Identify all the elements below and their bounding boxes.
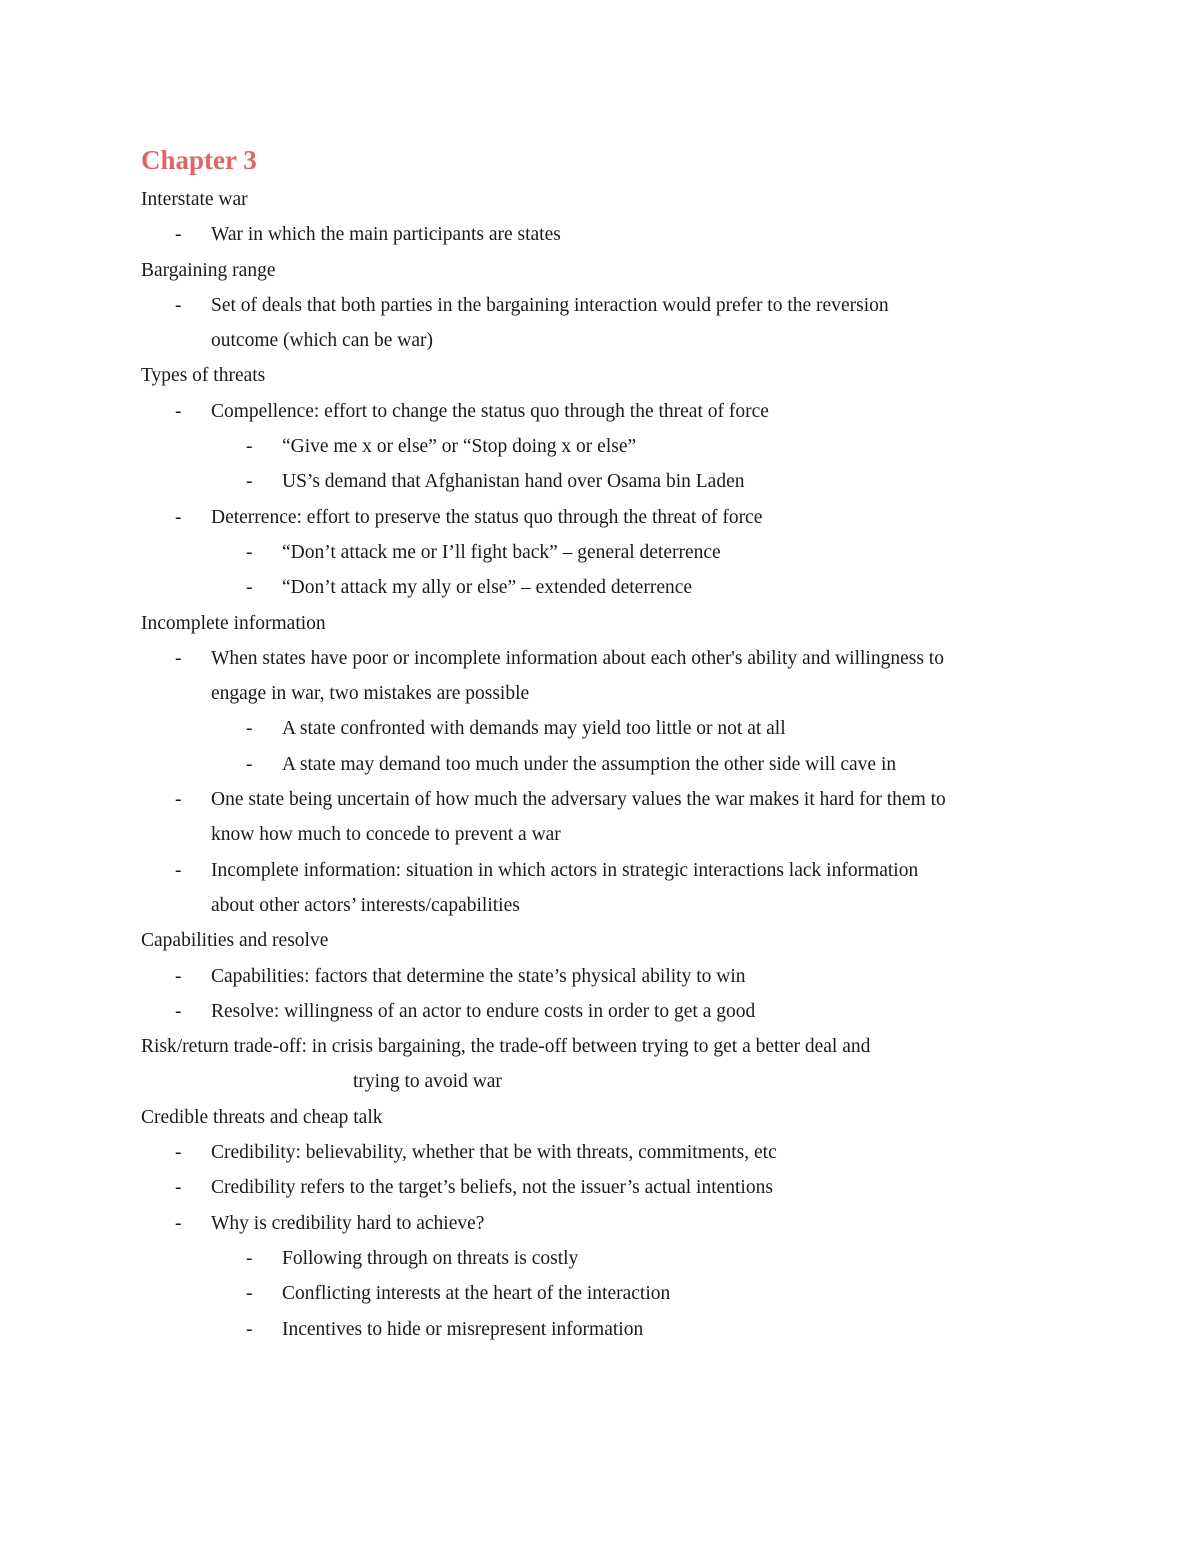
continuation-line — [141, 1064, 1071, 1099]
document-page — [141, 140, 1071, 1347]
bullet-dash: - — [246, 718, 253, 740]
line-text: outcome (which can be war) — [211, 330, 433, 352]
line-text: Credibility: believability, whether that be with threats, commitments, etc — [211, 1142, 777, 1164]
bullet-item — [141, 1135, 1071, 1170]
bullet-item — [141, 217, 1071, 252]
line-text: about other actors’ interests/capabilities — [211, 894, 520, 916]
bullet-item — [141, 711, 1071, 746]
line-text: “Give me x or else” or “Stop doing x or else” — [282, 436, 637, 458]
bullet-item — [141, 747, 1071, 782]
bullet-item — [141, 500, 1071, 535]
line-text: Credibility refers to the target’s beliefs, not the issuer’s actual intentions — [211, 1177, 773, 1199]
line-text: Deterrence: effort to preserve the status quo through the threat of force — [211, 506, 763, 528]
notes-body — [141, 182, 1071, 1347]
bullet-dash: - — [175, 1142, 182, 1164]
line-text: War in which the main participants are states — [211, 224, 561, 246]
bullet-dash: - — [175, 859, 182, 881]
line-text: trying to avoid war — [353, 1071, 502, 1093]
line-text: Set of deals that both parties in the bargaining interaction would prefer to the reversion — [211, 294, 889, 316]
bullet-item — [141, 1276, 1071, 1311]
bullet-item — [141, 535, 1071, 570]
line-text: Following through on threats is costly — [282, 1247, 579, 1269]
bullet-dash: - — [175, 965, 182, 987]
line-text: Credible threats and cheap talk — [141, 1106, 383, 1128]
bullet-dash: - — [175, 224, 182, 246]
line-text: One state being uncertain of how much the adversary values the war makes it hard for them to — [211, 789, 946, 811]
chapter-title: Chapter 3 — [141, 145, 257, 175]
bullet-item — [141, 1170, 1071, 1205]
bullet-dash: - — [246, 1318, 253, 1340]
bullet-dash: - — [246, 1283, 253, 1305]
bullet-item — [141, 570, 1071, 605]
bullet-dash: - — [175, 647, 182, 669]
section-heading — [141, 182, 1071, 217]
line-text: Incomplete information: situation in which actors in strategic interactions lack information — [211, 859, 919, 881]
line-text: engage in war, two mistakes are possible — [211, 683, 530, 705]
bullet-dash: - — [175, 400, 182, 422]
section-heading — [141, 606, 1071, 641]
continuation-line — [141, 817, 1071, 852]
continuation-line — [141, 323, 1071, 358]
bullet-dash: - — [246, 753, 253, 775]
line-text: Incomplete information — [141, 612, 326, 634]
line-text: Bargaining range — [141, 259, 276, 281]
line-text: Types of threats — [141, 365, 266, 387]
line-text: Resolve: willingness of an actor to endure costs in order to get a good — [211, 1000, 756, 1022]
section-heading — [141, 253, 1071, 288]
bullet-item — [141, 853, 1071, 888]
bullet-dash: - — [175, 294, 182, 316]
line-text: When states have poor or incomplete information about each other's ability and willingness to — [211, 647, 944, 669]
bullet-dash: - — [246, 541, 253, 563]
continuation-line — [141, 676, 1071, 711]
line-text: Compellence: effort to change the status quo through the threat of force — [211, 400, 769, 422]
line-text: Capabilities and resolve — [141, 930, 329, 952]
line-text: Why is credibility hard to achieve? — [211, 1212, 485, 1234]
bullet-item — [141, 464, 1071, 499]
bullet-dash: - — [175, 506, 182, 528]
bullet-item — [141, 1312, 1071, 1347]
continuation-line — [141, 888, 1071, 923]
bullet-dash: - — [246, 577, 253, 599]
bullet-item — [141, 1241, 1071, 1276]
bullet-item — [141, 394, 1071, 429]
line-text: A state confronted with demands may yield too little or not at all — [282, 718, 786, 740]
bullet-item — [141, 641, 1071, 676]
bullet-item — [141, 959, 1071, 994]
bullet-dash: - — [175, 789, 182, 811]
line-text: Conflicting interests at the heart of the interaction — [282, 1283, 671, 1305]
bullet-dash: - — [246, 436, 253, 458]
section-heading — [141, 923, 1071, 958]
bullet-item — [141, 994, 1071, 1029]
line-text: A state may demand too much under the assumption the other side will cave in — [282, 753, 897, 775]
line-text: Incentives to hide or misrepresent information — [282, 1318, 644, 1340]
bullet-dash: - — [175, 1177, 182, 1199]
bullet-dash: - — [175, 1000, 182, 1022]
bullet-dash: - — [175, 1212, 182, 1234]
line-text: know how much to concede to prevent a war — [211, 824, 561, 846]
bullet-item — [141, 1206, 1071, 1241]
line-text: Interstate war — [141, 189, 248, 210]
bullet-item — [141, 782, 1071, 817]
bullet-item — [141, 288, 1071, 323]
section-heading — [141, 358, 1071, 393]
line-text: US’s demand that Afghanistan hand over Osama bin Laden — [282, 471, 745, 493]
line-text: Risk/return trade-off: in crisis bargaining, the trade-off between trying to get a better deal and — [141, 1036, 871, 1058]
line-text: “Don’t attack me or I’ll fight back” – general deterrence — [282, 541, 721, 563]
bullet-item — [141, 429, 1071, 464]
section-heading — [141, 1100, 1071, 1135]
bullet-dash: - — [246, 471, 253, 493]
section-heading — [141, 1029, 1071, 1064]
line-text: Capabilities: factors that determine the state’s physical ability to win — [211, 965, 746, 987]
bullet-dash: - — [246, 1247, 253, 1269]
line-text: “Don’t attack my ally or else” – extended deterrence — [282, 577, 693, 599]
